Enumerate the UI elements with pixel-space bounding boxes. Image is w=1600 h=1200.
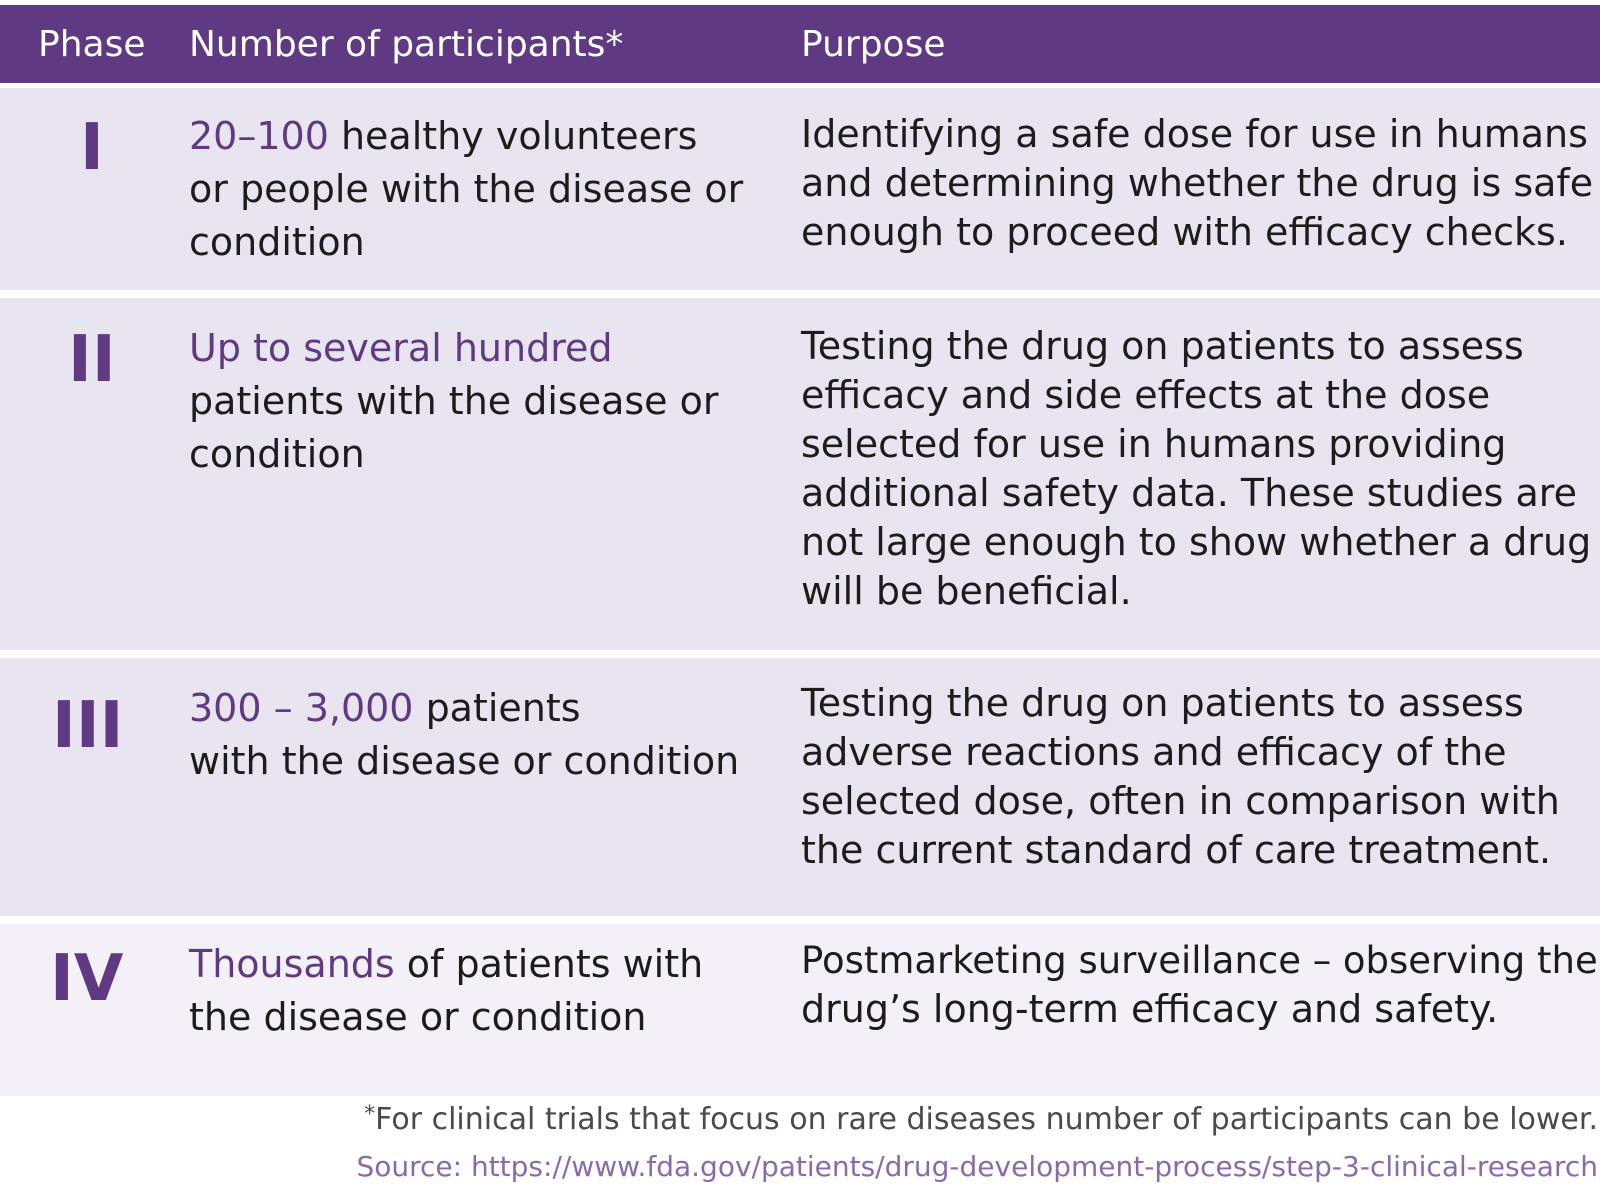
phase-label: II [68, 323, 116, 397]
table-row [0, 924, 1600, 1096]
table-row [0, 658, 1600, 916]
table-row [0, 88, 1600, 290]
participants-highlight: 300 – 3,000 [189, 686, 414, 730]
purpose-cell: Testing the drug on patients to assess efficacy and side effects at the dose selected for use in humans providing additional safety data. These studies are not large enough to show whether a drug will be beneficial. [801, 324, 1592, 613]
participants-cell: Up to several hundred patients with the disease or condition [189, 326, 719, 476]
table-header [0, 5, 1600, 83]
footnote [364, 1102, 1598, 1137]
footnote-marker: * [364, 1102, 376, 1127]
purpose-cell: Identifying a safe dose for use in humans and determining whether the drug is safe enough to proceed with efficacy checks. [801, 112, 1594, 254]
purpose-cell: Testing the drug on patients to assess adverse reactions and efficacy of the selected dose, often in comparison with the current standard of care treatment. [801, 681, 1560, 872]
table-row [0, 298, 1600, 650]
header-phase: Phase [38, 24, 146, 65]
phase-label: IV [50, 942, 124, 1016]
phase-label: III [52, 689, 124, 763]
participants-highlight: Up to several hundred [189, 326, 613, 370]
purpose-cell: Postmarketing surveillance – observing the drug’s long-term efficacy and safety. [801, 939, 1598, 1031]
header-participants: Number of participants* [189, 24, 624, 65]
source-link[interactable]: Source: https://www.fda.gov/patients/drug-development-process/step-3-clinical-research [356, 1150, 1598, 1183]
participants-cell: 20–100 healthy volunteers or people with the disease or condition [189, 114, 744, 264]
phase-label: I [80, 111, 104, 185]
participants-cell: Thousands of patients with the disease or condition [189, 942, 704, 1039]
header-purpose: Purpose [801, 24, 946, 65]
participants-highlight: 20–100 [189, 114, 329, 158]
participants-highlight: Thousands [189, 942, 395, 986]
footnote-text: For clinical trials that focus on rare diseases number of participants can be lower. [375, 1102, 1598, 1137]
participants-cell: 300 – 3,000 patients with the disease or condition [189, 686, 740, 783]
